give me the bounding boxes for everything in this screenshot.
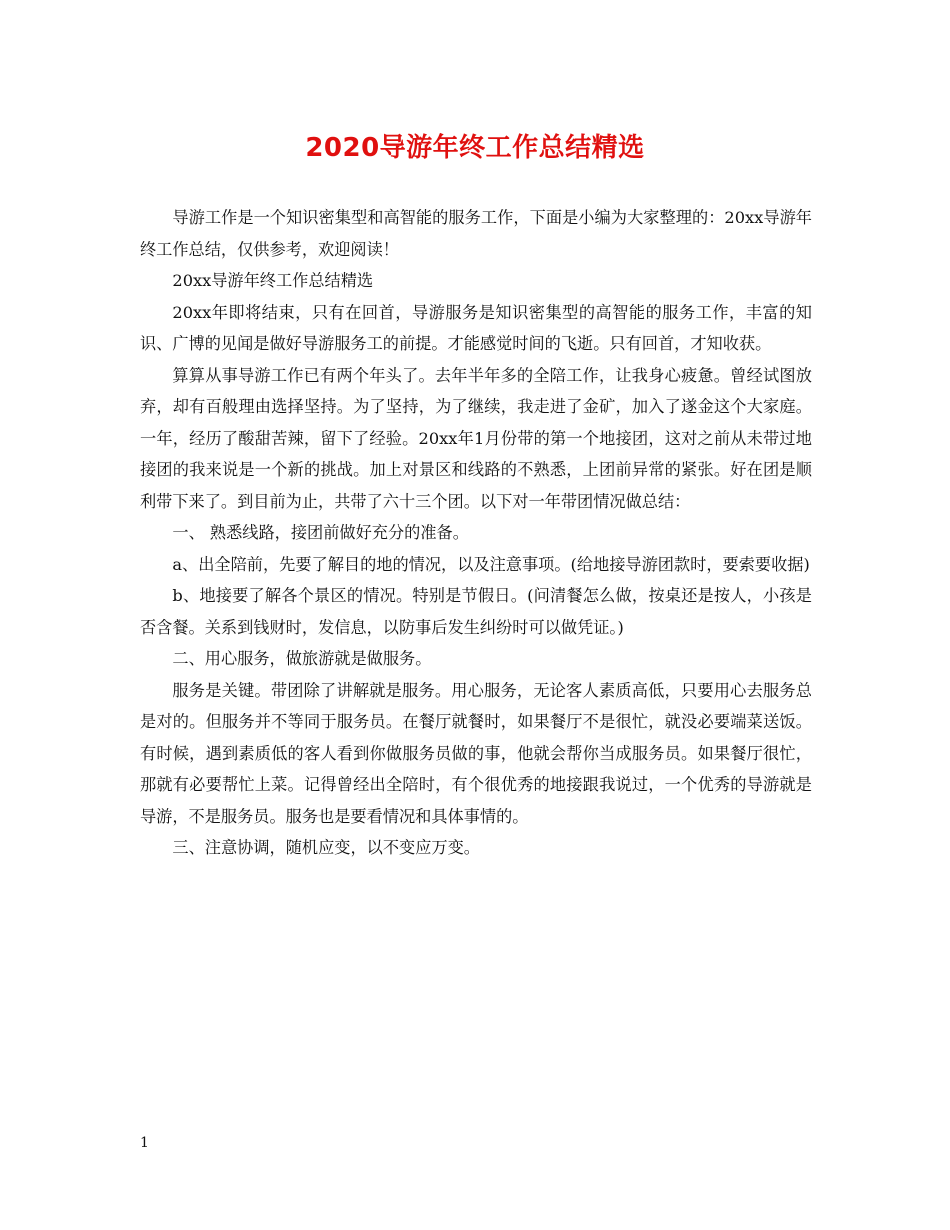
page-number: 1: [140, 1135, 149, 1151]
section-heading-1: 一、 熟悉线路，接团前做好充分的准备。: [172, 523, 469, 542]
document-title: 2020导游年终工作总结精选: [305, 133, 645, 163]
section-heading-3: 三、注意协调，随机应变，以不变应万变。: [172, 838, 480, 857]
paragraph-experience: 算算从事导游工作已有两个年头了。去年半年多的全陪工作，让我身心疲惫。曾经试图放弃，却有百般理由选择坚持。为了坚持，为了继续，我走进了金矿，加入了遂金这个大家庭。一年，经历了酸甜苦辣，留下了经验。20xx年1月份带的第一个地接团，这对之前从未带过地接团的我来说是一个新的挑战。加上对景区和线路的不熟悉，上团前异常的紧张。好在团是顺利带下来了。到目前为止，共带了六十三个团。以下对一年带团情况做总结：: [140, 365, 812, 511]
paragraph-intro: 导游工作是一个知识密集型和高智能的服务工作，下面是小编为大家整理的：20xx导游年终工作总结，仅供参考，欢迎阅读！: [140, 208, 812, 259]
document-body: [140, 202, 812, 864]
paragraph-opening: 20xx年即将结束，只有在回首，导游服务是知识密集型的高智能的服务工作，丰富的知识、广博的见闻是做好导游服务工的前提。才能感觉时间的飞逝。只有回首，才知收获。: [140, 302, 812, 353]
paragraph-service: 服务是关键。带团除了讲解就是服务。用心服务，无论客人素质高低，只要用心去服务总是对的。但服务并不等同于服务员。在餐厅就餐时，如果餐厅不是很忙，就没必要端菜送饭。有时候，遇到素质低的客人看到你做服务员做的事，他就会帮你当成服务员。如果餐厅很忙，那就有必要帮忙上菜。记得曾经出全陪时，有个很优秀的地接跟我说过，一个优秀的导游就是导游，不是服务员。服务也是要看情况和具体事情的。: [140, 680, 812, 826]
section-heading-2: 二、用心服务，做旅游就是做服务。: [172, 649, 432, 668]
list-item-b: b、地接要了解各个景区的情况。特别是节假日。(问清餐怎么做，按桌还是按人，小孩是否含餐。关系到钱财时，发信息，以防事后发生纠纷时可以做凭证。): [140, 586, 812, 637]
paragraph-subtitle: 20xx导游年终工作总结精选: [172, 271, 374, 290]
list-item-a: a、出全陪前，先要了解目的地的情况，以及注意事项。(给地接导游团款时，要索要收据): [172, 554, 810, 574]
